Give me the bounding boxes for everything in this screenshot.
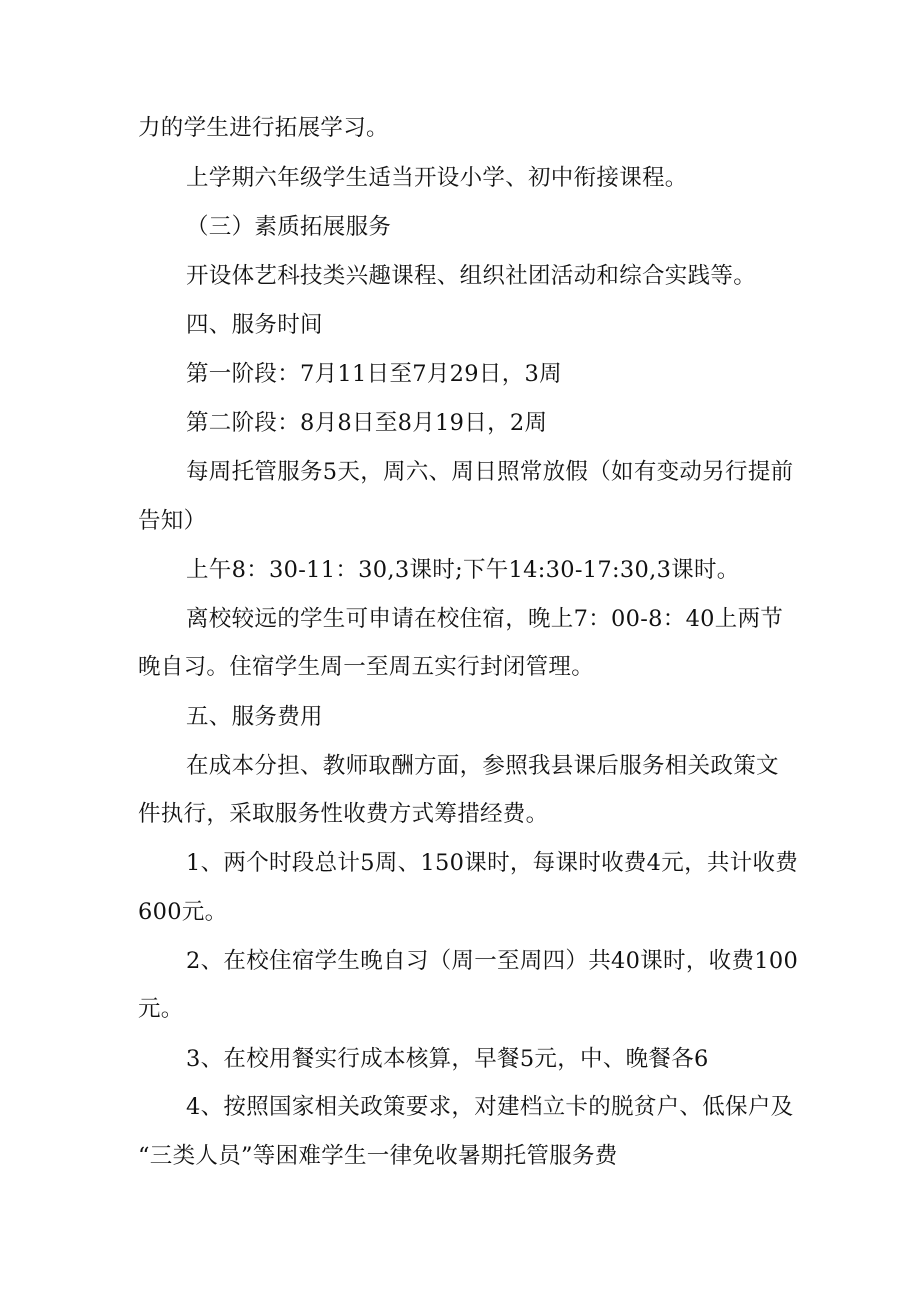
paragraph-line: 第二阶段：8月8日至8月19日，2周 bbox=[186, 410, 548, 436]
paragraph-line: 上午8：30-11：30,3课时;下午14:30-17:30,3课时。 bbox=[186, 557, 740, 583]
paragraph-line: “三类人员”等困难学生一律免收暑期托管服务费 bbox=[138, 1143, 618, 1169]
paragraph-line: 件执行，采取服务性收费方式筹措经费。 bbox=[138, 801, 549, 827]
paragraph-line: 600元。 bbox=[138, 899, 228, 925]
section-heading: 四、服务时间 bbox=[186, 312, 323, 338]
paragraph-line: 晚自习。住宿学生周一至周五实行封闭管理。 bbox=[138, 654, 595, 680]
paragraph-line: 第一阶段：7月11日至7月29日，3周 bbox=[186, 361, 562, 387]
paragraph-line: 每周托管服务5天，周六、周日照常放假（如有变动另行提前 bbox=[186, 459, 794, 485]
paragraph-line: 元。 bbox=[138, 996, 184, 1022]
paragraph-line: 4、按照国家相关政策要求，对建档立卡的脱贫户、低保户及 bbox=[186, 1094, 794, 1120]
paragraph-line: 开设体艺科技类兴趣课程、组织社团活动和综合实践等。 bbox=[186, 263, 757, 289]
paragraph-line: 离校较远的学生可申请在校住宿，晚上7：00-8：40上两节 bbox=[186, 606, 784, 632]
paragraph-line: 1、两个时段总计5周、150课时，每课时收费4元，共计收费 bbox=[186, 850, 799, 876]
paragraph-line: 在成本分担、教师取酬方面，参照我县课后服务相关政策文 bbox=[186, 753, 779, 779]
paragraph-line: 力的学生进行拓展学习。 bbox=[138, 115, 389, 141]
section-heading: （三）素质拓展服务 bbox=[186, 214, 392, 240]
paragraph-line: 3、在校用餐实行成本核算，早餐5元，中、晚餐各6 bbox=[186, 1046, 709, 1072]
paragraph-line: 上学期六年级学生适当开设小学、初中衔接课程。 bbox=[186, 165, 688, 191]
paragraph-line: 2、在校住宿学生晚自习（周一至周四）共40课时，收费100 bbox=[186, 948, 799, 974]
section-heading: 五、服务费用 bbox=[186, 704, 323, 730]
paragraph-line: 告知） bbox=[138, 508, 207, 534]
